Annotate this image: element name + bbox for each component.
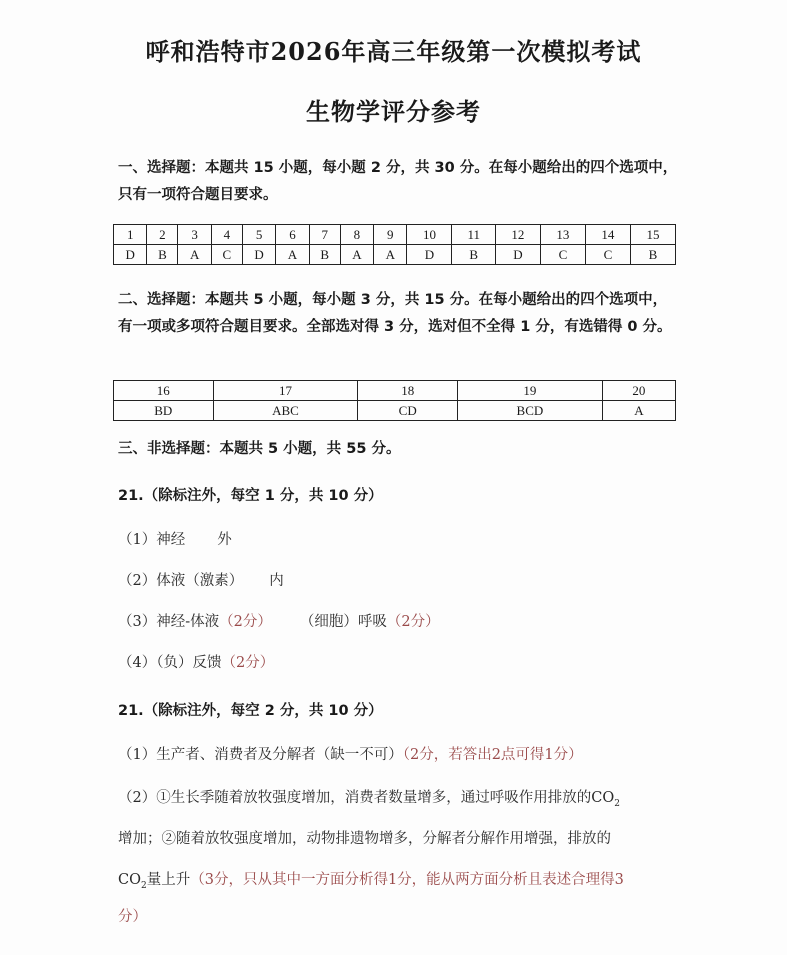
section3-heading: 三、非选择题：本题共 5 小题，共 55 分。 <box>118 441 401 457</box>
question-number-cell-3: 3 <box>178 225 211 245</box>
question-number-cell-10: 10 <box>407 225 452 245</box>
question-number-cell-5: 20 <box>602 381 675 401</box>
answer-table-1-answer-row <box>114 245 676 265</box>
answer-cell-6: A <box>276 245 309 265</box>
q21a-answer-4-part-a: （4）（负）反馈 <box>118 655 222 671</box>
question-number-cell-6: 6 <box>276 225 309 245</box>
q21b-answer-2-line-1 <box>118 786 620 809</box>
q21a-answer-1-part-b: 外 <box>217 532 232 548</box>
answer-table-2-number-row <box>114 381 676 401</box>
answer-cell-13: C <box>540 245 585 265</box>
q21a-answer-3-score-a: （2分） <box>219 614 272 630</box>
answer-cell-4: C <box>211 245 242 265</box>
answer-cell-3: CD <box>358 401 458 421</box>
answer-cell-9: A <box>374 245 407 265</box>
question-number-cell-5: 5 <box>242 225 275 245</box>
page-title: 呼和浩特市2026年高三年级第一次模拟考试 <box>145 37 642 66</box>
answer-cell-1: D <box>114 245 147 265</box>
q21a-answer-2-part-a: （2）体液（激素） <box>118 573 244 589</box>
co2-subscript-2: 2 <box>140 880 147 891</box>
answer-cell-5: A <box>602 401 675 421</box>
answer-cell-4: BCD <box>457 401 602 421</box>
q21a-answer-3-part-c: （细胞）呼吸 <box>299 614 387 630</box>
question-number-cell-7: 7 <box>309 225 340 245</box>
q21b-answer-2-co2: CO <box>118 872 141 888</box>
answer-cell-7: B <box>309 245 340 265</box>
q21a-answer-4 <box>118 651 274 672</box>
answer-cell-2: ABC <box>213 401 358 421</box>
q21a-heading: 21.（除标注外，每空 1 分，共 10 分） <box>118 488 383 504</box>
answer-cell-2: B <box>147 245 178 265</box>
q21b-answer-2-line-4: 分） <box>118 909 147 925</box>
answer-cell-5: D <box>242 245 275 265</box>
question-number-cell-14: 14 <box>585 225 630 245</box>
q21b-answer-2-line-2 <box>118 827 611 848</box>
question-number-cell-2: 17 <box>213 381 358 401</box>
question-number-cell-9: 9 <box>374 225 407 245</box>
question-number-cell-4: 4 <box>211 225 242 245</box>
answer-table-2-answer-row <box>114 401 676 421</box>
answer-cell-12: D <box>495 245 540 265</box>
q21a-answer-4-score: （2分） <box>221 655 275 671</box>
answer-cell-11: B <box>452 245 495 265</box>
q21b-answer-1 <box>118 743 583 764</box>
q21a-answer-2 <box>118 569 284 590</box>
q21a-answer-2-part-b: 内 <box>269 573 284 589</box>
q21a-answer-3-part-a: （3）神经-体液 <box>118 614 220 630</box>
question-number-cell-8: 8 <box>340 225 373 245</box>
q21a-answer-1 <box>118 528 232 549</box>
answer-cell-3: A <box>178 245 211 265</box>
section2-heading: 二、选择题：本题共 5 小题，每小题 3 分，共 15 分。在每小题给出的四个选项中，有一项或多项符合题目要求。全部选对得 3 分，选对但不全得 1 分，有选错得 0 分。 <box>118 292 672 335</box>
q21b-answer-2-text-3: 量上升 <box>146 872 191 888</box>
question-number-cell-15: 15 <box>630 225 675 245</box>
answer-table-2 <box>113 380 676 421</box>
q21b-answer-2-text-1: （2）①生长季随着放牧强度增加，消费者数量增多，通过呼吸作用排放的CO <box>118 790 615 806</box>
co2-subscript: 2 <box>614 798 620 809</box>
q21a-answer-3 <box>118 610 440 631</box>
section1-heading: 一、选择题：本题共 15 小题，每小题 2 分，共 30 分。在每小题给出的四个选项中，只有一项符合题目要求。 <box>118 160 678 203</box>
question-number-cell-12: 12 <box>495 225 540 245</box>
q21b-answer-2-score: （3分，只从其中一方面分析得1分，能从两方面分析且表述合理得3 <box>190 872 624 888</box>
q21a-answer-1-part-a: （1）神经 <box>118 532 186 548</box>
q21b-answer-1-part-a: （1）生产者、消费者及分解者（缺一不可） <box>118 747 403 763</box>
answer-cell-15: B <box>630 245 675 265</box>
q21a-answer-3-score-b: （2分） <box>386 614 440 630</box>
question-number-cell-1: 1 <box>114 225 147 245</box>
answer-cell-14: C <box>585 245 630 265</box>
question-number-cell-3: 18 <box>358 381 458 401</box>
answer-table-1 <box>113 224 676 265</box>
question-number-cell-13: 13 <box>540 225 585 245</box>
q21b-answer-2-text-2: 增加；②随着放牧强度增加，动物排遗物增多，分解者分解作用增强，排放的 <box>118 831 611 847</box>
answer-cell-1: BD <box>114 401 214 421</box>
q21b-answer-1-score: （2分，若答出2点可得1分） <box>402 747 583 763</box>
answer-table-1-number-row <box>114 225 676 245</box>
question-number-cell-2: 2 <box>147 225 178 245</box>
question-number-cell-4: 19 <box>457 381 602 401</box>
answer-cell-10: D <box>407 245 452 265</box>
question-number-cell-1: 16 <box>114 381 214 401</box>
q21b-answer-2-line-3 <box>118 868 624 891</box>
q21b-heading: 21.（除标注外，每空 2 分，共 10 分） <box>118 703 383 719</box>
page-subtitle: 生物学评分参考 <box>306 97 481 126</box>
question-number-cell-11: 11 <box>452 225 495 245</box>
answer-cell-8: A <box>340 245 373 265</box>
